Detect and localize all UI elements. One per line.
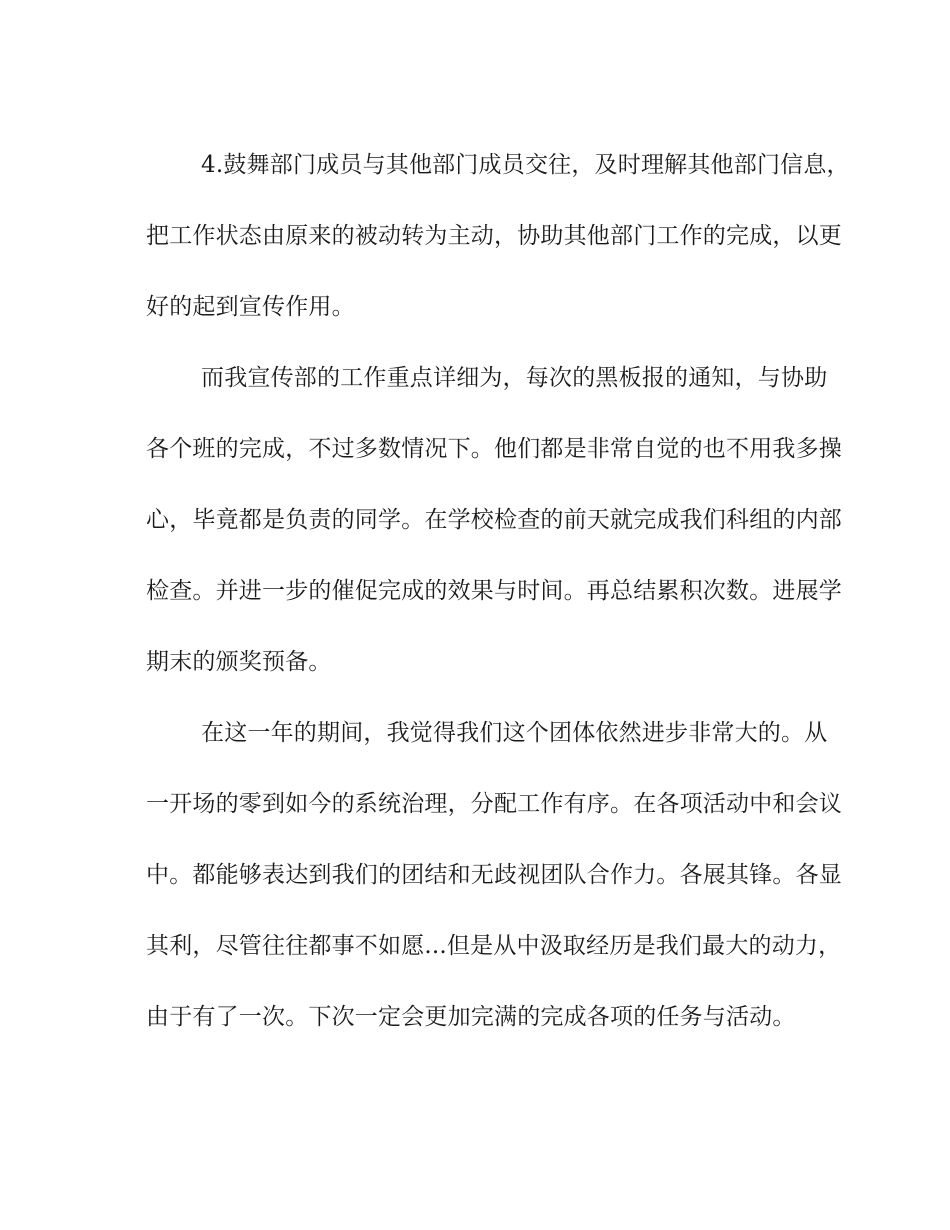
document-body: [146, 130, 850, 1053]
paragraph-2: [146, 343, 842, 698]
text-line: 把工作状态由原来的被动转为主动，协助其他部门工作的完成，以更: [146, 223, 842, 249]
text-line: 在这一年的期间，我觉得我们这个团体依然进步非常大的。从: [201, 720, 828, 746]
text-line: 由于有了一次。下次一定会更加完满的完成各项的任务与活动。: [146, 1004, 796, 1030]
text-line: 心，毕竟都是负责的同学。在学校检查的前天就完成我们科组的内部: [146, 507, 842, 533]
text-line: 好的起到宣传作用。: [146, 294, 355, 320]
paragraph-1: [146, 130, 850, 343]
text-line: 各个班的完成，不过多数情况下。他们都是非常自觉的也不用我多操: [146, 436, 842, 462]
text-line: 期末的颁奖预备。: [146, 649, 332, 675]
text-line: 而我宣传部的工作重点详细为，每次的黑板报的通知，与协助: [201, 365, 828, 391]
paragraph-3: [146, 698, 842, 1053]
text-line: 检查。并进一步的催促完成的效果与时间。再总结累积次数。进展学: [146, 578, 842, 604]
text-line: 其利，尽管往往都事不如愿...但是从中汲取经历是我们最大的动力，: [146, 933, 842, 959]
text-line: 4.鼓舞部门成员与其他部门成员交往，及时理解其他部门信息，: [201, 152, 850, 178]
text-line: 一开场的零到如今的系统治理，分配工作有序。在各项活动中和会议: [146, 791, 842, 817]
text-line: 中。都能够表达到我们的团结和无歧视团队合作力。各展其锋。各显: [146, 862, 842, 888]
